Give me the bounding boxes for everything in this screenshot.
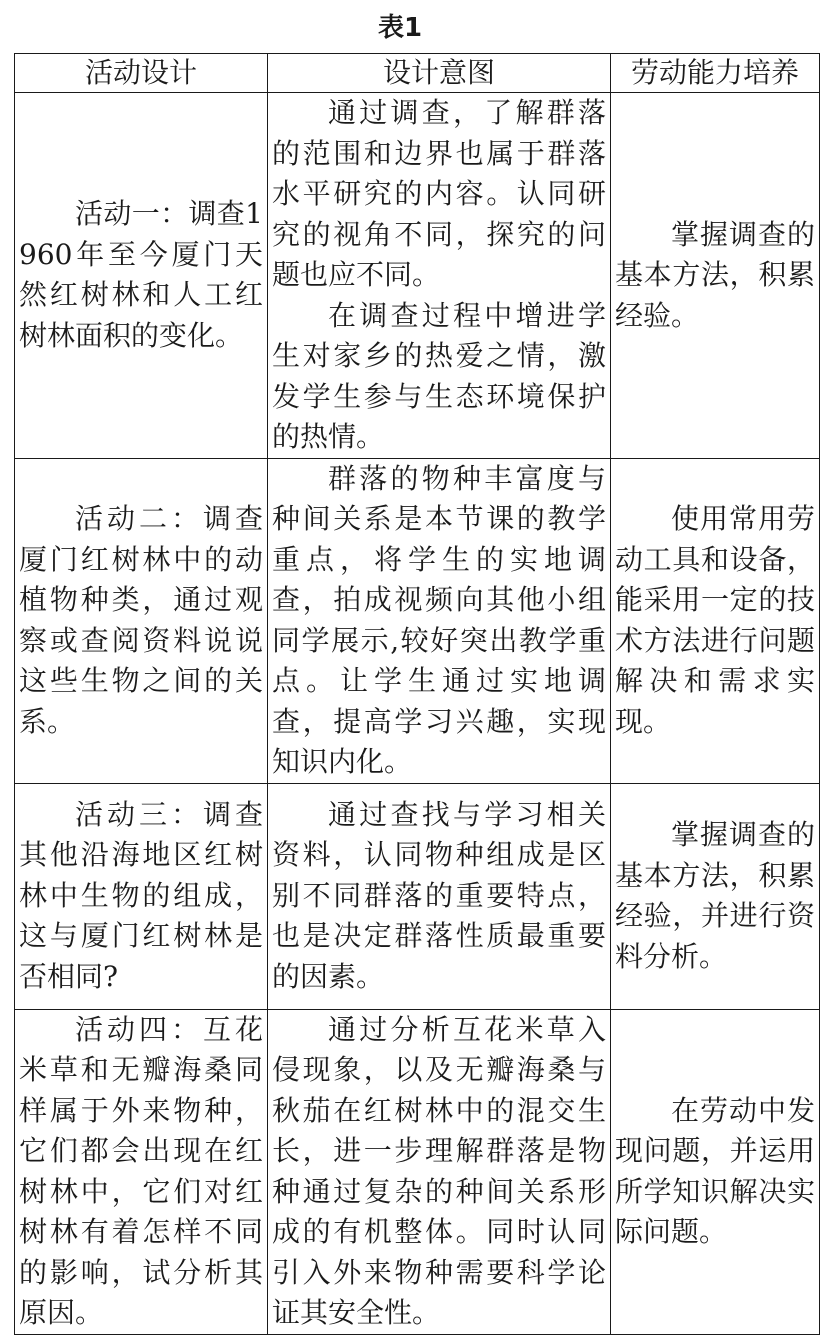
intent-paragraph: 通过查找与学习相关资料，认同物种组成是区别不同群落的重要特点，也是决定群落性质最重要的因素。 [272, 797, 606, 993]
ability-cell [611, 93, 820, 459]
table-row [15, 783, 820, 1009]
ability-cell [611, 1009, 820, 1334]
ability-text: 掌握调查的基本方法，积累经验，并进行资料分析。 [615, 818, 815, 973]
intent-cell [268, 93, 611, 459]
activity-text: 活动一：调查1960年至今厦门天然红树林和人工红树林面积的变化。 [19, 197, 263, 352]
ability-text: 使用常用劳动工具和设备，能采用一定的技术方法进行问题解决和需求实现。 [615, 502, 815, 738]
ability-cell [611, 458, 820, 783]
table-row [15, 93, 820, 459]
header-labor-ability: 劳动能力培养 [611, 54, 820, 93]
activity-table [14, 53, 820, 1335]
intent-paragraph: 通过分析互花米草入侵现象，以及无瓣海桑与秋茄在红树林中的混交生长，进一步理解群落是物种通过复杂的种间关系形成的有机整体。同时认同引入外来物种需要科学论证其安全性。 [272, 1012, 606, 1329]
activity-cell [15, 93, 268, 459]
header-design-intent: 设计意图 [268, 54, 611, 93]
intent-paragraph: 在调查过程中增进学生对家乡的热爱之情，激发学生参与生态环境保护的热情。 [272, 298, 606, 453]
activity-cell [15, 783, 268, 1009]
ability-cell [611, 783, 820, 1009]
ability-text: 掌握调查的基本方法，积累经验。 [615, 217, 815, 332]
activity-text: 活动二：调查厦门红树林中的动植物种类，通过观察或查阅资料说说这些生物之间的关系。 [19, 502, 263, 738]
intent-paragraph: 群落的物种丰富度与种间关系是本节课的教学重点，将学生的实地调查，拍成视频向其他小组同学展示,较好突出教学重点。让学生通过实地调查，提高学习兴趣，实现知识内化。 [272, 461, 606, 778]
ability-text: 在劳动中发现问题，并运用所学知识解决实际问题。 [615, 1093, 815, 1248]
intent-cell [268, 783, 611, 1009]
table-row [15, 1009, 820, 1334]
intent-paragraph: 通过调查，了解群落的范围和边界也属于群落水平研究的内容。认同研究的视角不同，探究的问题也应不同。 [272, 96, 606, 291]
intent-cell [268, 458, 611, 783]
activity-cell [15, 458, 268, 783]
intent-cell [268, 1009, 611, 1334]
table-title: 表1 [377, 13, 423, 43]
activity-text: 活动四：互花米草和无瓣海桑同样属于外来物种，它们都会出现在红树林中，它们对红树林有着怎样不同的影响，试分析其原因。 [19, 1012, 263, 1329]
activity-cell [15, 1009, 268, 1334]
table-header-row [15, 54, 820, 93]
activity-text: 活动三：调查其他沿海地区红树林中生物的组成，这与厦门红树林是否相同? [19, 797, 263, 993]
table-row [15, 458, 820, 783]
header-activity-design: 活动设计 [15, 54, 268, 93]
